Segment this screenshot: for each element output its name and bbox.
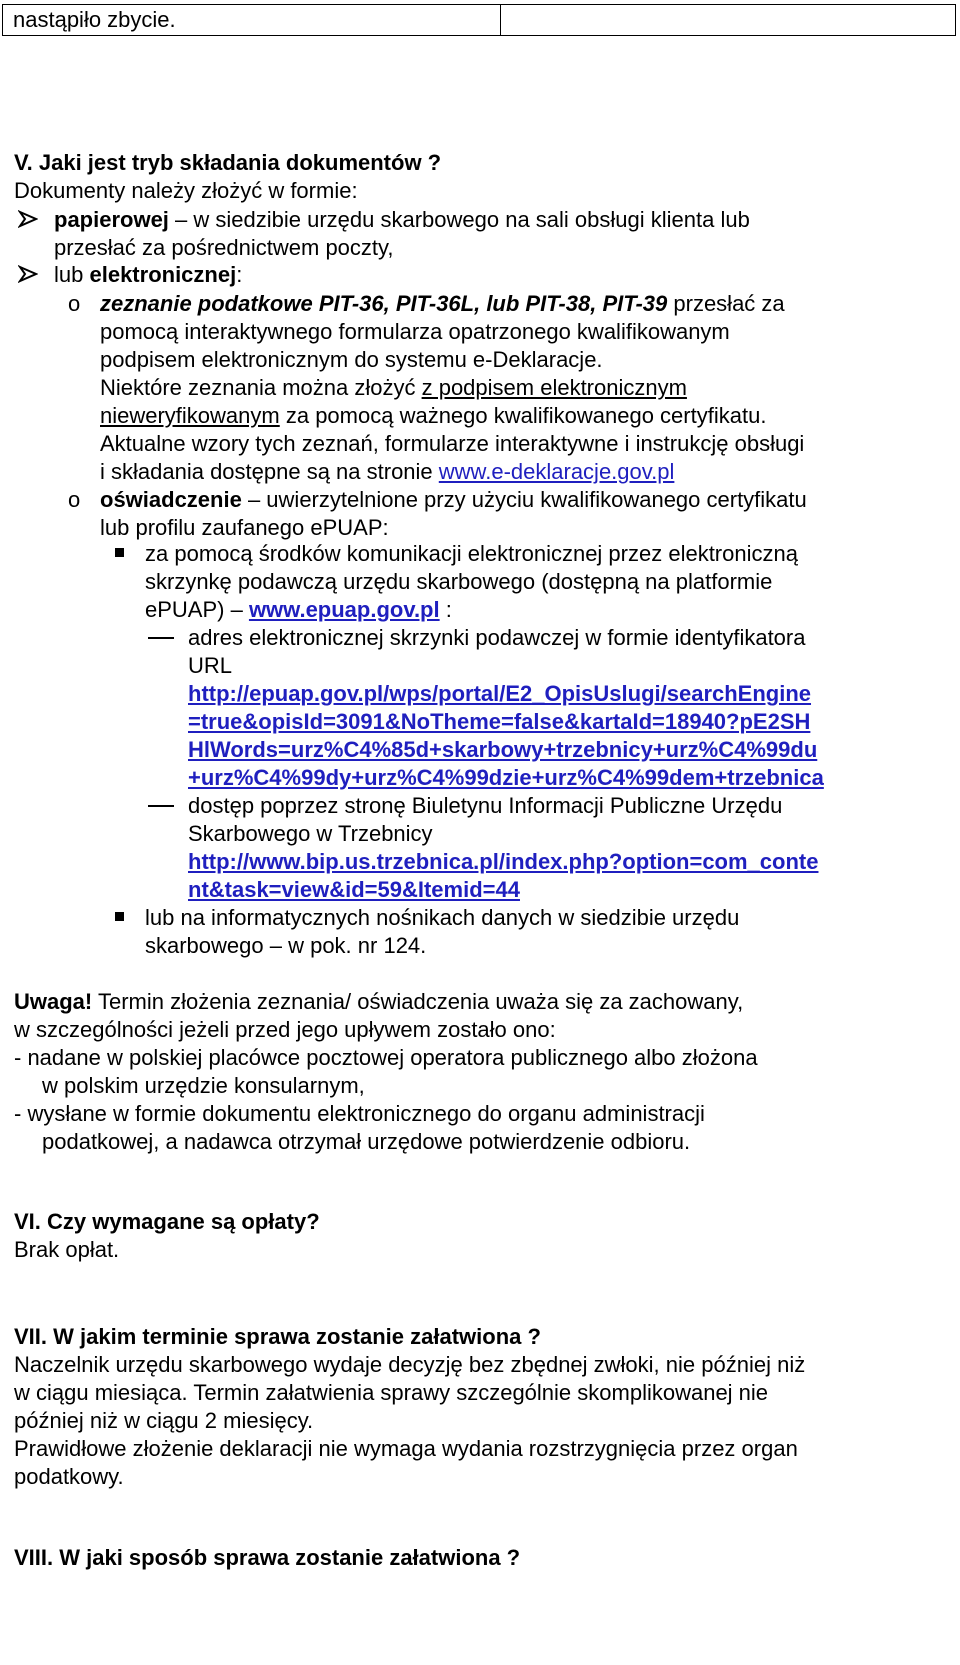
electronic-form-label: elektronicznej (89, 262, 237, 287)
inbox-address-line-1: adres elektronicznej skrzynki podawczej w formie identyfikatora (188, 625, 806, 650)
declaration-line-1 (100, 485, 807, 514)
electronic-form-line (54, 260, 242, 289)
epuap-search-url-line-1[interactable]: http://epuap.gov.pl/wps/portal/E2_OpisUslugi/searchEngine (188, 681, 812, 706)
note-line-3: - nadane w polskiej placówce pocztowej operatora publicznego albo złożona (14, 1045, 758, 1070)
dash-bullet-icon (148, 637, 174, 639)
epuap-search-url-line-4[interactable]: +urz%C4%99dy+urz%C4%99dzie+urz%C4%99dem+trzebnica (188, 765, 824, 790)
circle-bullet-icon: o (68, 487, 81, 512)
some-returns-suffix: za pomocą ważnego kwalifikowanego certyfikatu. (279, 403, 767, 428)
paper-form-line (54, 205, 750, 234)
current-forms-prefix: i składania dostępne są na stronie (100, 459, 439, 484)
current-forms-line-2 (100, 457, 674, 486)
note-line-4: w polskim urzędzie konsularnym, (42, 1073, 365, 1098)
some-returns-line-1 (100, 373, 687, 402)
epuap-option-suffix: : (439, 597, 452, 622)
section-7-line-1: Naczelnik urzędu skarbowego wydaje decyzję bez zbędnej zwłoki, nie później niż (14, 1352, 806, 1377)
pit-line-1 (100, 289, 785, 318)
bip-access-line-2: Skarbowego w Trzebnicy (188, 821, 433, 846)
epuap-link[interactable]: www.epuap.gov.pl (248, 597, 440, 622)
section-5-heading: V. Jaki jest tryb składania dokumentów ? (14, 150, 442, 175)
paper-form-text-2: przesłać za pośrednictwem poczty, (54, 235, 394, 260)
unverified-signature-text-2: nieweryfikowanym (100, 403, 280, 428)
unverified-signature-text-1: z podpisem elektronicznym (421, 375, 687, 400)
section-7-line-3: później niż w ciągu 2 miesięcy. (14, 1408, 314, 1433)
section-7-heading: VII. W jakim terminie sprawa zostanie załatwiona ? (14, 1324, 541, 1349)
paper-form-label: papierowej (54, 207, 169, 232)
epuap-search-url-line-3[interactable]: HlWords=urz%C4%85d+skarbowy+trzebnicy+urz%C4%99du (188, 737, 818, 762)
epuap-option-line-3 (145, 595, 452, 624)
table-cell-left: nastąpiło zbycie. (3, 5, 501, 36)
top-table-fragment (2, 4, 956, 36)
current-forms-line-1: Aktualne wzory tych zeznań, formularze interaktywne i instrukcję obsługi (100, 431, 805, 456)
electronic-prefix: lub (54, 262, 90, 287)
dash-bullet-icon (148, 805, 174, 807)
section-8-heading: VIII. W jaki sposób sprawa zostanie załatwiona ? (14, 1545, 521, 1570)
epuap-search-url-line-2[interactable]: =true&opisId=3091&NoTheme=false&kartaId=18940?pE2SH (188, 709, 811, 734)
media-option-line-1: lub na informatycznych nośnikach danych w siedzibie urzędu (145, 905, 740, 930)
section-7-line-5: podatkowy. (14, 1464, 124, 1489)
declaration-label: oświadczenie (100, 487, 242, 512)
note-line-5: - wysłane w formie dokumentu elektronicznego do organu administracji (14, 1101, 705, 1126)
bip-url-line-1[interactable]: http://www.bip.us.trzebnica.pl/index.php?option=com_conte (188, 849, 819, 874)
media-option-line-2: skarbowego – w pok. nr 124. (145, 933, 427, 958)
electronic-colon: : (236, 262, 243, 287)
note-line-1 (14, 987, 743, 1016)
epuap-option-line-2: skrzynkę podawczą urzędu skarbowego (dostępną na platformie (145, 569, 773, 594)
section-6-heading: VI. Czy wymagane są opłaty? (14, 1209, 320, 1234)
pit-line-3: podpisem elektronicznym do systemu e-Deklaracje. (100, 347, 603, 372)
arrow-bullet-icon (18, 265, 38, 283)
inbox-address-line-2: URL (188, 653, 233, 678)
epuap-option-line-1: za pomocą środków komunikacji elektronicznej przez elektroniczną (145, 541, 798, 566)
pit-label: zeznanie podatkowe PIT-36, PIT-36L, lub PIT-38, PIT-39 (100, 291, 668, 316)
note-label: Uwaga! (14, 989, 93, 1014)
square-bullet-icon (115, 912, 124, 921)
bip-access-line-1: dostęp poprzez stronę Biuletynu Informacji Publiczne Urzędu (188, 793, 783, 818)
declaration-line-2: lub profilu zaufanego ePUAP: (100, 515, 389, 540)
square-bullet-icon (115, 548, 124, 557)
pit-line-2: pomocą interaktywnego formularza opatrzonego kwalifikowanym (100, 319, 730, 344)
paper-form-text: – w siedzibie urzędu skarbowego na sali obsługi klienta lub (168, 207, 750, 232)
section-6-text: Brak opłat. (14, 1237, 120, 1262)
section-7-line-2: w ciągu miesiąca. Termin załatwienia sprawy szczególnie skomplikowanej nie (14, 1380, 769, 1405)
bip-url-line-2[interactable]: nt&task=view&id=59&Itemid=44 (188, 877, 520, 902)
e-deklaracje-link[interactable]: www.e-deklaracje.gov.pl (438, 459, 675, 484)
epuap-option-prefix: ePUAP) – (145, 597, 249, 622)
note-text-1: Termin złożenia zeznania/ oświadczenia uważa się za zachowany, (92, 989, 744, 1014)
pit-text: przesłać za (667, 291, 785, 316)
arrow-bullet-icon (18, 210, 38, 228)
some-returns-prefix: Niektóre zeznania można złożyć (100, 375, 422, 400)
note-line-2: w szczególności jeżeli przed jego upływem zostało ono: (14, 1017, 556, 1042)
declaration-text: – uwierzytelnione przy użyciu kwalifikowanego certyfikatu (241, 487, 807, 512)
note-line-6: podatkowej, a nadawca otrzymał urzędowe potwierdzenie odbioru. (42, 1129, 691, 1154)
section-5-intro: Dokumenty należy złożyć w formie: (14, 178, 358, 203)
section-7-line-4: Prawidłowe złożenie deklaracji nie wymaga wydania rozstrzygnięcia przez organ (14, 1436, 798, 1461)
circle-bullet-icon: o (68, 291, 81, 316)
table-cell-right (501, 5, 956, 36)
some-returns-line-2 (100, 401, 766, 430)
